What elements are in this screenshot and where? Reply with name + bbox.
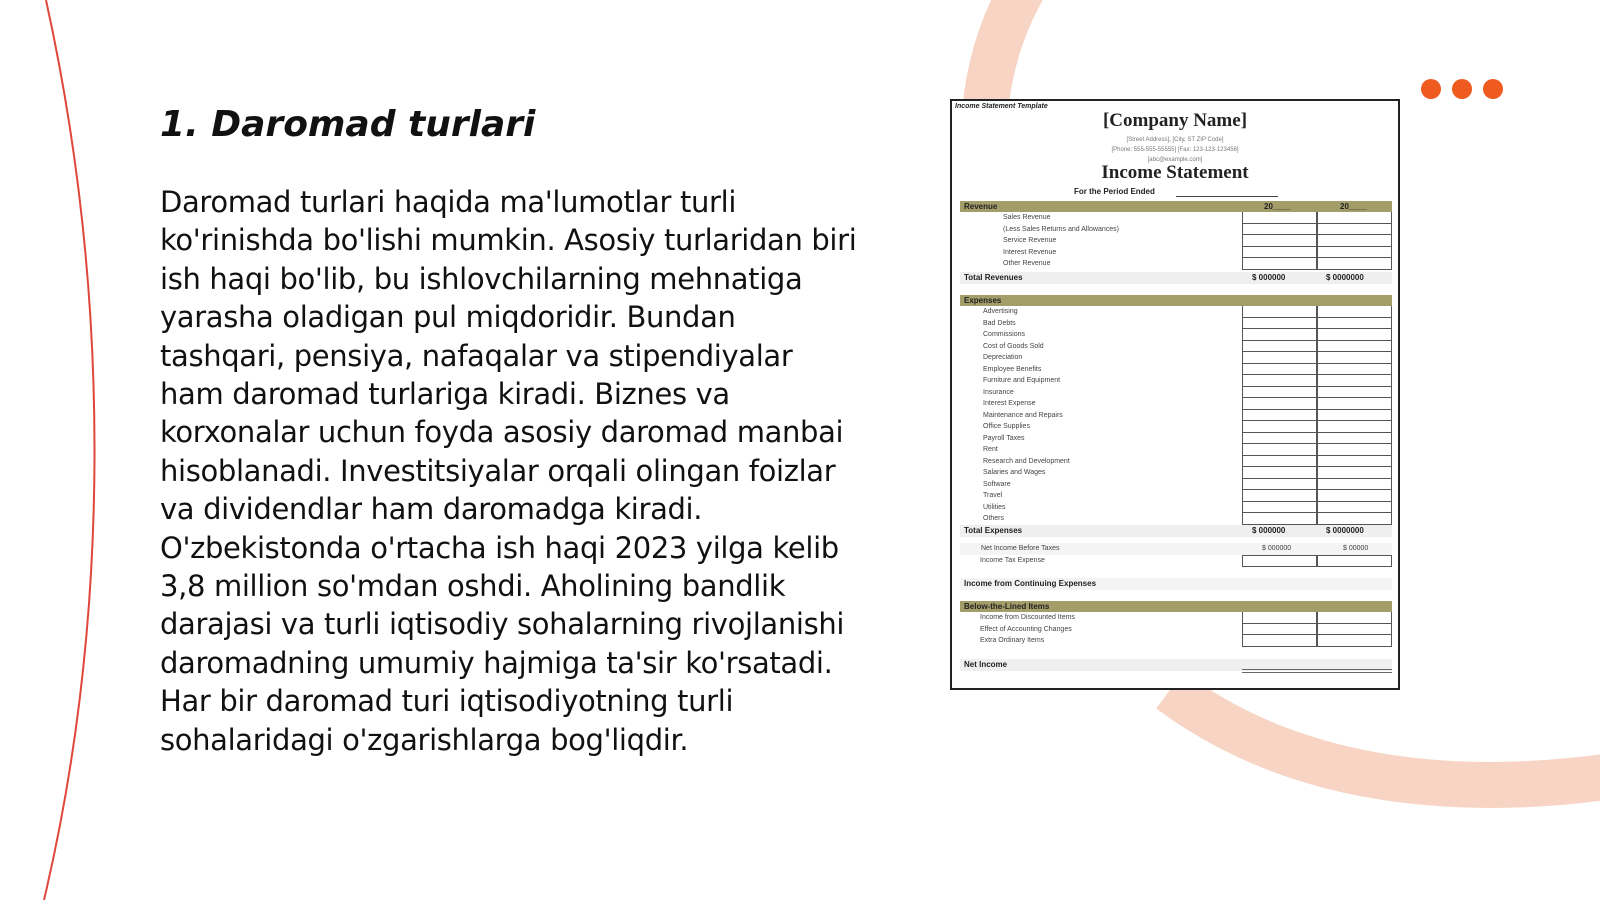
line-item-label: Office Supplies	[983, 423, 1030, 430]
orange-arc-bottom	[1170, 690, 1600, 785]
value-cell	[1242, 329, 1317, 341]
line-item-row	[960, 224, 1392, 236]
income-tax-label: Income Tax Expense	[980, 557, 1045, 564]
address-line: [Street Address], [City, ST ZIP Code]	[1126, 137, 1224, 143]
line-item-row	[960, 490, 1392, 502]
line-item-label: Extra Ordinary Items	[980, 637, 1045, 644]
revenue-header-band	[960, 201, 1392, 212]
line-item-label: Furniture and Equipment	[983, 377, 1061, 384]
line-item-row	[960, 398, 1392, 410]
line-item-row	[960, 258, 1392, 270]
line-item-row	[960, 624, 1392, 636]
line-item-row	[960, 479, 1392, 491]
slide-dots	[1421, 79, 1503, 99]
below-line-header: Below-the-Lined Items	[964, 602, 1050, 611]
line-item-label: Bad Debts	[983, 319, 1016, 327]
line-item-label: Utilities	[983, 503, 1006, 511]
below-line-header-band	[960, 601, 1392, 612]
value-cell	[1317, 352, 1392, 364]
year-label: 20____	[1264, 202, 1291, 211]
total-revenues-value: $ 0000000	[1326, 273, 1364, 282]
value-cell	[1317, 410, 1392, 422]
dot	[1483, 79, 1503, 99]
total-revenues-row	[960, 272, 1392, 284]
line-item-row	[960, 467, 1392, 479]
net-before-taxes-value: $ 000000	[1262, 545, 1292, 552]
total-expenses-label: Total Expenses	[964, 526, 1023, 535]
value-cell	[1317, 467, 1392, 479]
value-cell	[1242, 212, 1317, 224]
left-curve-line	[44, 0, 95, 900]
year-label: 20____	[1340, 202, 1367, 211]
value-cell	[1317, 306, 1392, 318]
value-cell	[1317, 479, 1392, 491]
value-cell	[1242, 235, 1317, 247]
value-cell	[1317, 247, 1392, 259]
value-cell	[1317, 387, 1392, 399]
value-cell	[1317, 433, 1392, 445]
value-cell	[1242, 612, 1317, 624]
value-cell	[1317, 421, 1392, 433]
template-label: Income Statement Template	[955, 103, 1048, 110]
value-cell	[1242, 387, 1317, 399]
value-cell	[1242, 635, 1317, 647]
value-cell	[1317, 513, 1392, 525]
line-item-label: Advertising	[983, 308, 1018, 315]
line-item-label: Maintenance and Repairs	[983, 411, 1063, 419]
line-item-row	[960, 352, 1392, 364]
line-item-label: Research and Development	[983, 457, 1070, 465]
value-cell	[1317, 329, 1392, 341]
line-item-label: Rent	[983, 446, 998, 453]
total-expenses-value: $ 0000000	[1326, 526, 1364, 535]
total-expenses-value: $ 000000	[1252, 526, 1286, 535]
line-item-row	[960, 235, 1392, 247]
slide-paragraph: Daromad turlari haqida ma'lumotlar turli ko'rinishda bo'lishi mumkin. Asosiy turlaridan biri ish haqi bo'lib, bu ishlovchilarning mehnatiga yarasha oladigan pul miqdoridir. Bundan tashqari, pensiya, nafaqalar va stipendiyalar ham daromad turlariga kiradi. Biznes va korxonalar uchun foyda asosiy daromad manbai hisoblanadi. Investitsiyalar orqali olingan foizlar va dividendlar ham daromadga kiradi. O'zbekistonda o'rtacha ish haqi 2023 yilga kelib 3,8 million so'mdan oshdi. Aholining bandlik darajasi va turli iqtisodiy sohalarning rivojlanishi daromadning umumiy hajmiga ta'sir ko'rsatadi. Har bir daromad turi iqtisodiyotning turli sohalaridagi o'zgarishlarga bog'liqdir.	[160, 185, 857, 757]
line-item-label: Effect of Accounting Changes	[980, 625, 1072, 633]
value-cell	[1242, 341, 1317, 353]
value-cell	[1317, 398, 1392, 410]
slide-title: 1. Daromad turlari	[160, 104, 536, 145]
value-cell	[1317, 318, 1392, 330]
value-cell	[1317, 375, 1392, 387]
value-cell	[1242, 258, 1317, 270]
line-item-row	[960, 375, 1392, 387]
value-cell	[1317, 258, 1392, 270]
expenses-header-band	[960, 295, 1392, 306]
double-underline	[1242, 672, 1392, 673]
value-cell	[1242, 456, 1317, 468]
value-cell	[1242, 306, 1317, 318]
line-item-label: Employee Benefits	[983, 365, 1042, 373]
value-cell	[1317, 555, 1392, 567]
line-item-row	[960, 306, 1392, 318]
line-item-label: Service Revenue	[1003, 237, 1057, 244]
total-revenues-label: Total Revenues	[964, 273, 1023, 282]
line-item-row	[960, 387, 1392, 399]
double-underline	[1242, 669, 1392, 670]
value-cell	[1242, 624, 1317, 636]
value-cell	[1317, 212, 1392, 224]
value-cell	[1242, 224, 1317, 236]
net-income-label: Net Income	[964, 660, 1008, 669]
line-item-label: Insurance	[983, 388, 1014, 396]
continuing-label: Income from Continuing Expenses	[964, 579, 1097, 588]
line-item-row	[960, 513, 1392, 525]
value-cell	[1242, 247, 1317, 259]
line-item-row	[960, 341, 1392, 353]
line-item-label: Interest Revenue	[1003, 248, 1057, 256]
line-item-row	[960, 612, 1392, 624]
line-item-row	[960, 212, 1392, 224]
line-item-label: Payroll Taxes	[983, 434, 1025, 442]
expenses-header: Expenses	[964, 296, 1002, 305]
statement-title: Income Statement	[1101, 162, 1249, 183]
line-item-label: Depreciation	[983, 354, 1023, 361]
value-cell	[1242, 479, 1317, 491]
line-item-row	[960, 635, 1392, 647]
value-cell	[1242, 375, 1317, 387]
income-tax-row	[960, 555, 1392, 567]
value-cell	[1317, 635, 1392, 647]
value-cell	[1317, 341, 1392, 353]
line-item-row	[960, 410, 1392, 422]
value-cell	[1242, 352, 1317, 364]
line-item-label: (Less Sales Returns and Allowances)	[1003, 225, 1119, 233]
net-before-taxes-label: Net Income Before Taxes	[981, 545, 1060, 552]
line-item-row	[960, 318, 1392, 330]
line-item-label: Other Revenue	[1003, 260, 1051, 267]
line-item-row	[960, 329, 1392, 341]
line-item-label: Sales Revenue	[1003, 214, 1051, 221]
line-item-label: Commissions	[983, 331, 1026, 338]
address-line: [Phone: 555-555-55555] [Fax: 123-123-123456]	[1111, 147, 1239, 153]
value-cell	[1317, 624, 1392, 636]
value-cell	[1317, 224, 1392, 236]
value-cell	[1317, 456, 1392, 468]
net-before-taxes-value: $ 00000	[1343, 545, 1369, 552]
value-cell	[1242, 433, 1317, 445]
line-item-label: Salaries and Wages	[983, 469, 1046, 476]
line-item-row	[960, 433, 1392, 445]
total-expenses-row	[960, 525, 1392, 537]
company-name: [Company Name]	[1102, 110, 1248, 131]
dot	[1452, 79, 1472, 99]
value-cell	[1242, 364, 1317, 376]
line-item-row	[960, 364, 1392, 376]
dot	[1421, 79, 1441, 99]
income-statement-image	[950, 99, 1400, 690]
line-item-row	[960, 502, 1392, 514]
period-label: For the Period Ended	[1074, 187, 1155, 196]
value-cell	[1242, 410, 1317, 422]
value-cell	[1242, 555, 1317, 567]
line-item-label: Software	[983, 480, 1011, 488]
line-item-row	[960, 444, 1392, 456]
line-item-row	[960, 421, 1392, 433]
revenue-header: Revenue	[964, 202, 998, 211]
period-underline	[1176, 196, 1278, 197]
value-cell	[1242, 490, 1317, 502]
line-item-row	[960, 247, 1392, 259]
value-cell	[1317, 502, 1392, 514]
line-item-label: Travel	[983, 492, 1003, 499]
line-item-label: Interest Expense	[983, 400, 1036, 407]
value-cell	[1242, 467, 1317, 479]
address-line: [abc@example.com]	[1147, 157, 1203, 163]
line-item-label: Income from Discounted Items	[980, 614, 1075, 621]
net-income-before-taxes-row	[960, 543, 1392, 555]
line-item-row	[960, 456, 1392, 468]
line-item-label: Cost of Goods Sold	[983, 342, 1044, 350]
continuing-row	[960, 578, 1392, 590]
value-cell	[1242, 444, 1317, 456]
value-cell	[1317, 490, 1392, 502]
total-revenues-value: $ 000000	[1252, 273, 1286, 282]
value-cell	[1317, 612, 1392, 624]
value-cell	[1242, 513, 1317, 525]
value-cell	[1317, 364, 1392, 376]
value-cell	[1242, 502, 1317, 514]
value-cell	[1242, 421, 1317, 433]
value-cell	[1317, 444, 1392, 456]
line-item-label: Others	[983, 515, 1005, 522]
value-cell	[1242, 398, 1317, 410]
value-cell	[1317, 235, 1392, 247]
value-cell	[1242, 318, 1317, 330]
